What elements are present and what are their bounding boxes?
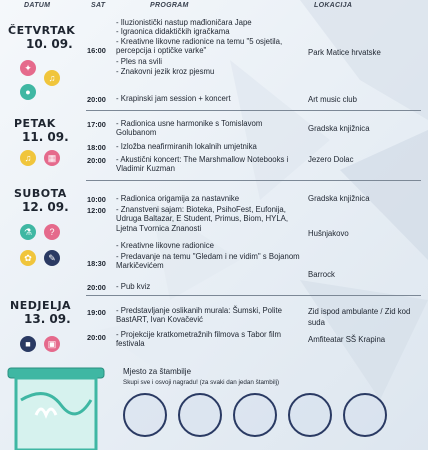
time-slot: 17:00 [87,120,106,129]
day-name: SUBOTA [14,187,67,200]
day-date: 11. 09. [22,130,69,144]
program-item: - Radionica origamija za nastavnike [116,194,240,203]
time-slot: 20:00 [87,333,106,342]
header-sat: SAT [91,2,106,9]
program-item: - Znanstveni sajam: Bioteka, PsihoFest, Eufonija, Udruga Baltazar, E Student, Primus, Biom, HYLA, Ljetna Tvornica Znanosti [116,205,289,233]
table-header [0,0,428,14]
time-slot: 12:00 [87,206,106,215]
time-slot: 20:00 [87,283,106,292]
location: Gradska knjižnica [308,194,370,203]
stamps-subtitle: Skupi sve i osvoji nagradu! (za svaki dan jedan štambilj) [123,379,280,386]
program-item: - Pub kviz [116,282,151,291]
program-item: - Igraonica didaktičkih igračkama [116,27,230,36]
stamp-circle[interactable] [343,393,387,437]
day-name: NEDJELJA [10,299,72,312]
film-icon: ▣ [44,336,60,352]
program-item: - Akustični koncert: The Marshmallow Notebooks i Vladimir Kuzman [116,155,289,174]
program-item: - Znakovni jezik kroz pjesmu [116,67,215,76]
day-divider [86,110,421,111]
time-slot: 16:00 [87,46,106,55]
header-datum: DATUM [24,2,51,9]
time-slot: 18:30 [87,259,106,268]
stamp-circle[interactable] [178,393,222,437]
stamp-circle[interactable] [123,393,167,437]
header-lokacija: LOKACIJA [314,2,353,9]
jar-illustration [6,360,106,450]
time-slot: 19:00 [87,308,106,317]
music-note-icon: ♫ [20,150,36,166]
location: Art music club [308,95,357,104]
time-slot: 20:00 [87,156,106,165]
location: Amfiteatar SŠ Krapina [308,335,386,344]
program-item: - Predstavljanje oslikanih murala: Šumski, Polite BastART, Ivan Kovačević [116,306,282,325]
day-divider [86,295,421,296]
location: Jezero Dolac [308,155,354,164]
day-divider [86,180,421,181]
day-sunday [8,299,88,326]
program-item: - Predavanje na temu "Gledam i ne vidim" s Bojanom Markičevićem [116,252,300,271]
program-item: - Krapinski jam session + koncert [116,94,231,103]
question-icon: ? [44,224,60,240]
day-thursday [8,24,88,51]
time-slot: 10:00 [87,195,106,204]
program-item: - Radionica usne harmonike s Tomislavom Golubanom [116,119,263,138]
location: Barrock [308,270,335,279]
pen-icon: ✎ [44,250,60,266]
rocket-icon: ✦ [20,60,36,76]
program-item: - Kreativne likovne radionice na temu "5 osjetila, percepcija i optičke varke" [116,37,283,56]
program-item: - Iluzionistički nastup mađioničara Jape [116,18,252,27]
location: Zid ispod ambulante / Zid kod suda [308,307,411,327]
day-friday [8,117,88,144]
day-name: ČETVRTAK [8,24,76,37]
music-note-icon: ♫ [44,70,60,86]
location: Gradska knjižnica [308,124,370,133]
flask-icon: ⚗ [20,224,36,240]
keyboard-icon: ▦ [44,150,60,166]
program-item: - Kreativne likovne radionice [116,241,214,250]
program-item: - Izložba neafirmiranih lokalnih umjetnika [116,142,257,151]
location: Hušnjakovo [308,229,349,238]
stamps-title: Mjesto za štambilje [123,367,192,376]
day-date: 12. 09. [22,200,69,214]
camera-icon: ■ [20,336,36,352]
day-date: 10. 09. [26,37,73,51]
time-slot: 20:00 [87,95,106,104]
day-date: 13. 09. [24,312,71,326]
time-slot: 18:00 [87,143,106,152]
location: Park Matice hrvatske [308,48,381,57]
header-program: PROGRAM [150,2,189,9]
stamp-circle[interactable] [288,393,332,437]
day-saturday [8,187,88,214]
day-name: PETAK [14,117,56,130]
program-item: - Projekcije kratkometražnih filmova s Tabor film festivala [116,330,281,349]
brain-icon: ✿ [20,250,36,266]
stamp-circle[interactable] [233,393,277,437]
palette-icon: ● [20,84,36,100]
program-item: - Ples na svili [116,57,162,66]
